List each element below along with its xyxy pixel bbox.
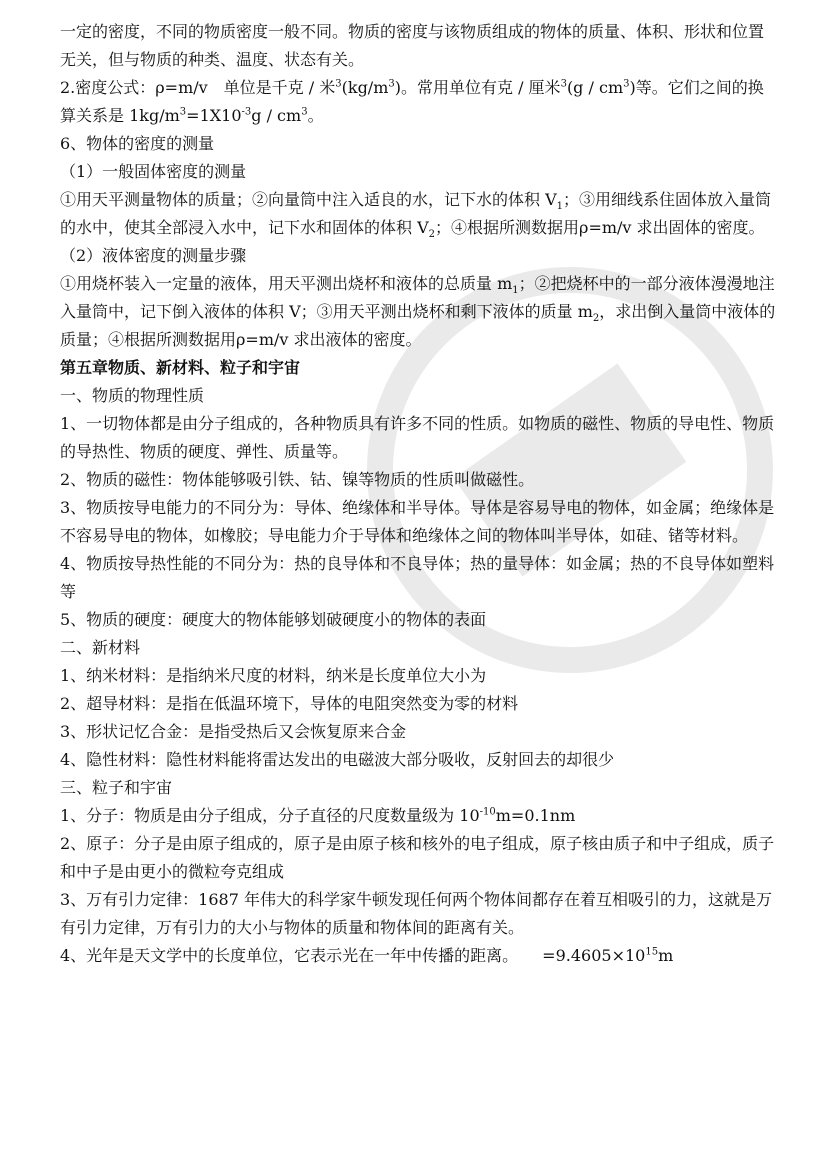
list-item-atom: 2、原子：分子是由原子组成的，原子是由原子核和核外的电子组成，原子核由质子和中子组成，质子和中子是由更小的微粒夸克组成 xyxy=(60,834,775,881)
list-item-stealth: 4、隐性材料：隐性材料能将雷达发出的电磁波大部分吸收，反射回去的却很少 xyxy=(60,750,615,769)
paragraph-density-formula: 2.密度公式：ρ=m/v 单位是千克 / 米$^3(kg/m^3)$。常用单位有克 / 厘米$^3(g / cm^3)$等。它们之间的换算关系是 $1kg/m^3=1X10^{-3}g / cm^3$。 xyxy=(60,78,764,125)
list-item-conductivity: 3、物质按导电能力的不同分为：导体、绝缘体和半导体。导体是容易导电的物体，如金属；绝缘体是不容易导电的物体，如橡胶；导电能力介于导体和绝缘体之间的物体叫半导体，如硅、锗等材料。 xyxy=(60,498,775,545)
list-item-nano: 1、纳米材料：是指纳米尺度的材料，纳米是长度单位大小为 xyxy=(60,666,487,685)
list-item-molecule-size: 1、分子：物质是由分子组成，分子直径的尺度数量级为 $10^{-10}m=0.1nm$ xyxy=(60,806,576,825)
list-item-hardness: 5、物质的硬度：硬度大的物体能够划破硬度小的物体的表面 xyxy=(60,610,487,629)
subsection-liquid-density: （2）液体密度的测量步骤 xyxy=(60,246,247,265)
chapter-five-heading: 第五章物质、新材料、粒子和宇宙 xyxy=(60,358,301,377)
paragraph-solid-steps: ①用天平测量物体的质量；②向量筒中注入适良的水，记下水的体积 $V_1$；③用细线系住固体放入量筒的水中，使其全部浸入水中，记下水和固体的体积 $V_2$；④根据所测数据用ρ=m/v 求出固体的密度。 xyxy=(60,190,772,241)
document-body xyxy=(60,18,776,970)
list-item-gravitation: 3、万有引力定律：1687 年伟大的科学家牛顿发现任何两个物体间都存在着互相吸引的力，这就是万有引力定律，万有引力的大小与物体的质量和物体间的距离有关。 xyxy=(60,890,772,937)
list-item-shape-memory: 3、形状记忆合金：是指受热后又会恢复原来合金 xyxy=(60,722,407,741)
paragraph-liquid-steps: ①用烧杯装入一定量的液体，用天平测出烧杯和液体的总质量 $m_1$；②把烧杯中的一部分液体漫漫地注入量筒中，记下倒入液体的体积 V；③用天平测出烧杯和剩下液体的质量 $m_2$，求出倒入量筒中液体的质量；④根据所测数据用ρ=m/v 求出液体的密度。 xyxy=(60,274,776,349)
list-item-thermal: 4、物质按导热性能的不同分为：热的良导体和不良导体；热的量导体：如金属；热的不良导体如塑料等 xyxy=(60,554,775,601)
section-physical-properties: 一、物质的物理性质 xyxy=(60,386,205,405)
section-density-measurement: 6、物体的密度的测量 xyxy=(60,134,215,153)
list-item-molecules: 1、一切物体都是由分子组成的，各种物质具有许多不同的性质。如物质的磁性、物质的导电性、物质的导热性、物质的硬度、弹性、质量等。 xyxy=(60,414,775,461)
section-new-materials: 二、新材料 xyxy=(60,638,141,657)
list-item-magnetism: 2、物质的磁性：物体能够吸引铁、钴、镍等物质的性质叫做磁性。 xyxy=(60,470,535,489)
paragraph-density-intro: 一定的密度，不同的物质密度一般不同。物质的密度与该物质组成的物体的质量、体积、形状和位置无关，但与物质的种类、温度、状态有关。 xyxy=(60,22,765,69)
section-particles-universe: 三、粒子和宇宙 xyxy=(60,778,173,797)
list-item-superconductor: 2、超导材料：是指在低温环境下，导体的电阻突然变为零的材料 xyxy=(60,694,519,713)
subsection-solid-density: （1）一般固体密度的测量 xyxy=(60,162,247,181)
list-item-light-year: 4、光年是天文学中的长度单位，它表示光在一年中传播的距离。 $=9.4605\times 10^{15}m$ xyxy=(60,946,674,965)
